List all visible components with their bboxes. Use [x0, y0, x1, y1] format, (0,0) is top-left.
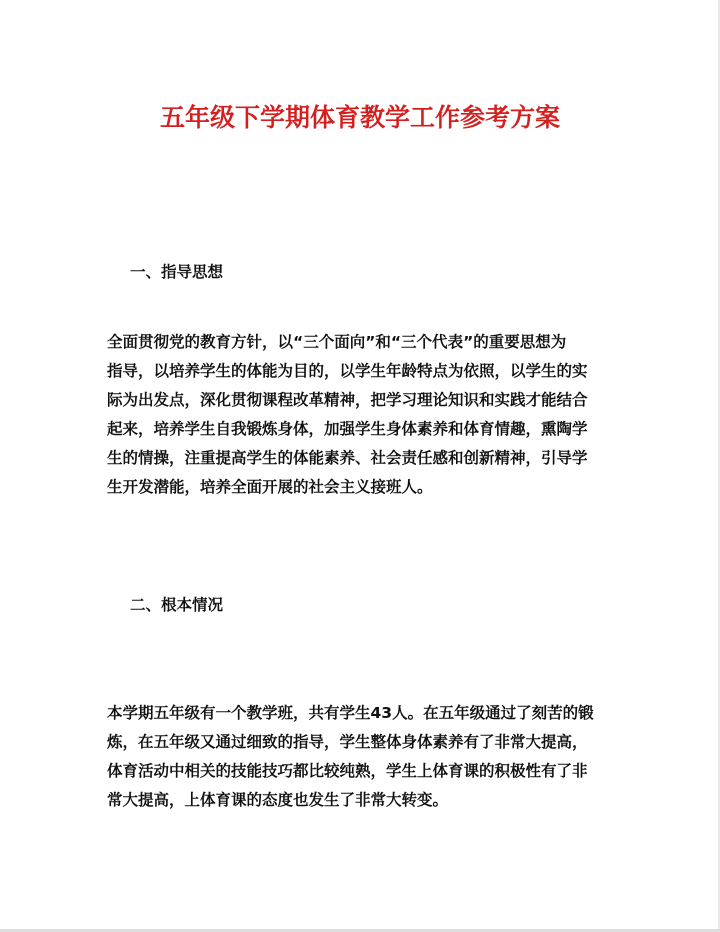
section-paragraph-guiding-ideology — [107, 328, 627, 502]
paragraph-line: 炼，在五年级又通过细致的指导，学生整体身体素养有了非常大提高， — [107, 733, 588, 751]
paragraph-line: 本学期五年级有一个教学班，共有学生43人。在五年级通过了刻苦的锻 — [107, 704, 594, 722]
paragraph-line: 指导，以培养学生的体能为目的，以学生年龄特点为依照，以学生的实 — [107, 362, 588, 380]
section-paragraph-basic-situation — [107, 699, 627, 815]
paragraph-line: 体育活动中相关的技能技巧都比较纯熟，学生上体育课的积极性有了非 — [107, 762, 588, 780]
document-title: 五年级下学期体育教学工作参考方案 — [159, 103, 560, 132]
paragraph-line: 全面贯彻党的教育方针，以“三个面向”和“三个代表”的重要思想为 — [107, 333, 567, 351]
section-heading-guiding-ideology: 一、指导思想 — [130, 263, 224, 281]
paragraph-line: 起来，培养学生自我锻炼身体，加强学生身体素养和体育情趣，熏陶学 — [107, 420, 588, 438]
paragraph-line: 常大提高，上体育课的态度也发生了非常大转变。 — [107, 791, 449, 809]
paragraph-line: 生的情操，注重提高学生的体能素养、社会责任感和创新精神，引导学 — [107, 449, 588, 467]
paragraph-line: 际为出发点，深化贯彻课程改革精神，把学习理论知识和实践才能结合 — [107, 391, 588, 409]
section-heading-basic-situation: 二、根本情况 — [130, 596, 224, 614]
paragraph-line: 生开发潜能，培养全面开展的社会主义接班人。 — [107, 478, 433, 496]
